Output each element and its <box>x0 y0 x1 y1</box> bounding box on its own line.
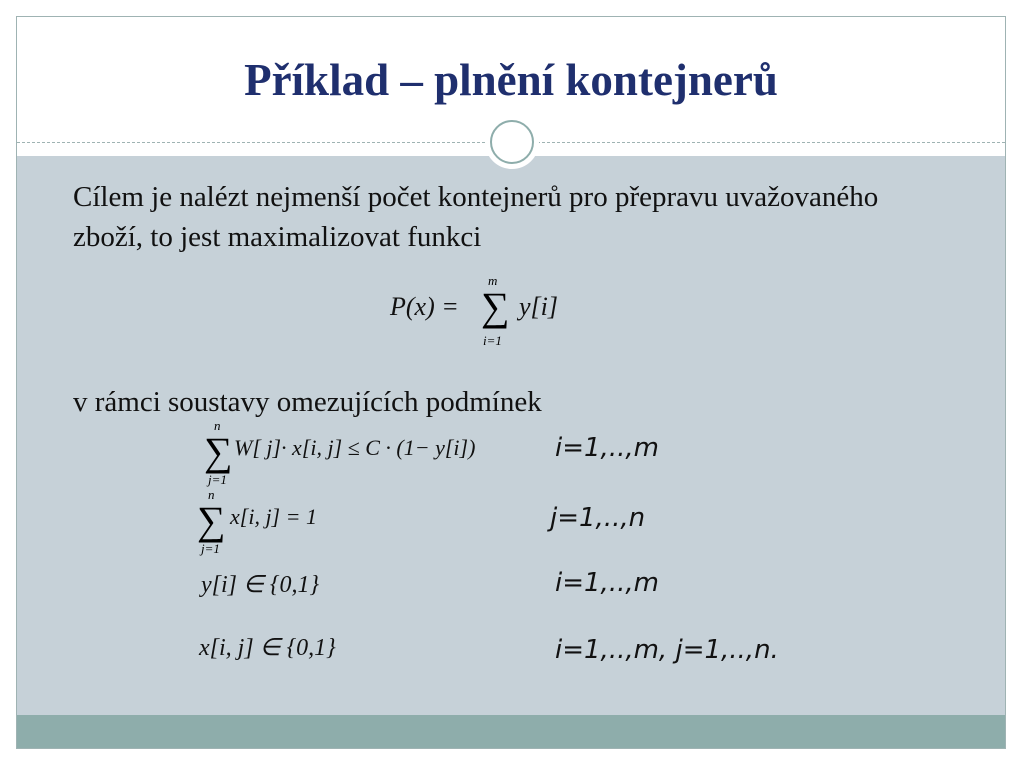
constraint-expression: x[i, j] = 1 <box>230 504 317 529</box>
constraint-expression: y[i] ∈ {0,1} <box>201 572 320 598</box>
constraint-sum-lower: j=1 <box>201 541 220 556</box>
constraints-paragraph: v rámci soustavy omezujících podmínek <box>73 386 542 418</box>
constraint-range: i=1,..,m, j=1,..,n. <box>555 635 779 665</box>
constraint-sum-lower: j=1 <box>208 472 227 487</box>
constraint-range: i=1,..,m <box>555 433 659 463</box>
sum-icon: ∑ <box>197 498 226 543</box>
sum-icon: ∑ <box>204 429 233 474</box>
objective-sum-upper: m <box>488 273 498 288</box>
decorative-circle-icon <box>485 115 539 169</box>
constraint-expression: x[i, j] ∈ {0,1} <box>199 635 336 661</box>
objective-sum-lower: i=1 <box>483 333 502 348</box>
objective-lhs: P(x) = <box>390 292 459 321</box>
slide-title: Příklad – plnění kontejnerů <box>244 55 778 105</box>
slide-frame <box>16 16 1006 749</box>
intro-paragraph: Cílem je nalézt nejmenší počet kontejnerů pro přepravu uvažovaného zboží, to jest maximalizovat funkci <box>73 181 879 253</box>
constraint-range: i=1,..,m <box>555 568 659 598</box>
constraint-sum-upper: n <box>208 487 215 502</box>
constraint-expression: W[ j]· x[i, j] ≤ C · (1− y[i]) <box>234 435 476 460</box>
sum-icon: ∑ <box>481 284 510 329</box>
objective-term: y[i] <box>519 292 558 321</box>
constraint-sum-upper: n <box>214 418 221 433</box>
footer-band <box>17 715 1005 749</box>
constraint-range: j=1,..,n <box>550 503 646 533</box>
